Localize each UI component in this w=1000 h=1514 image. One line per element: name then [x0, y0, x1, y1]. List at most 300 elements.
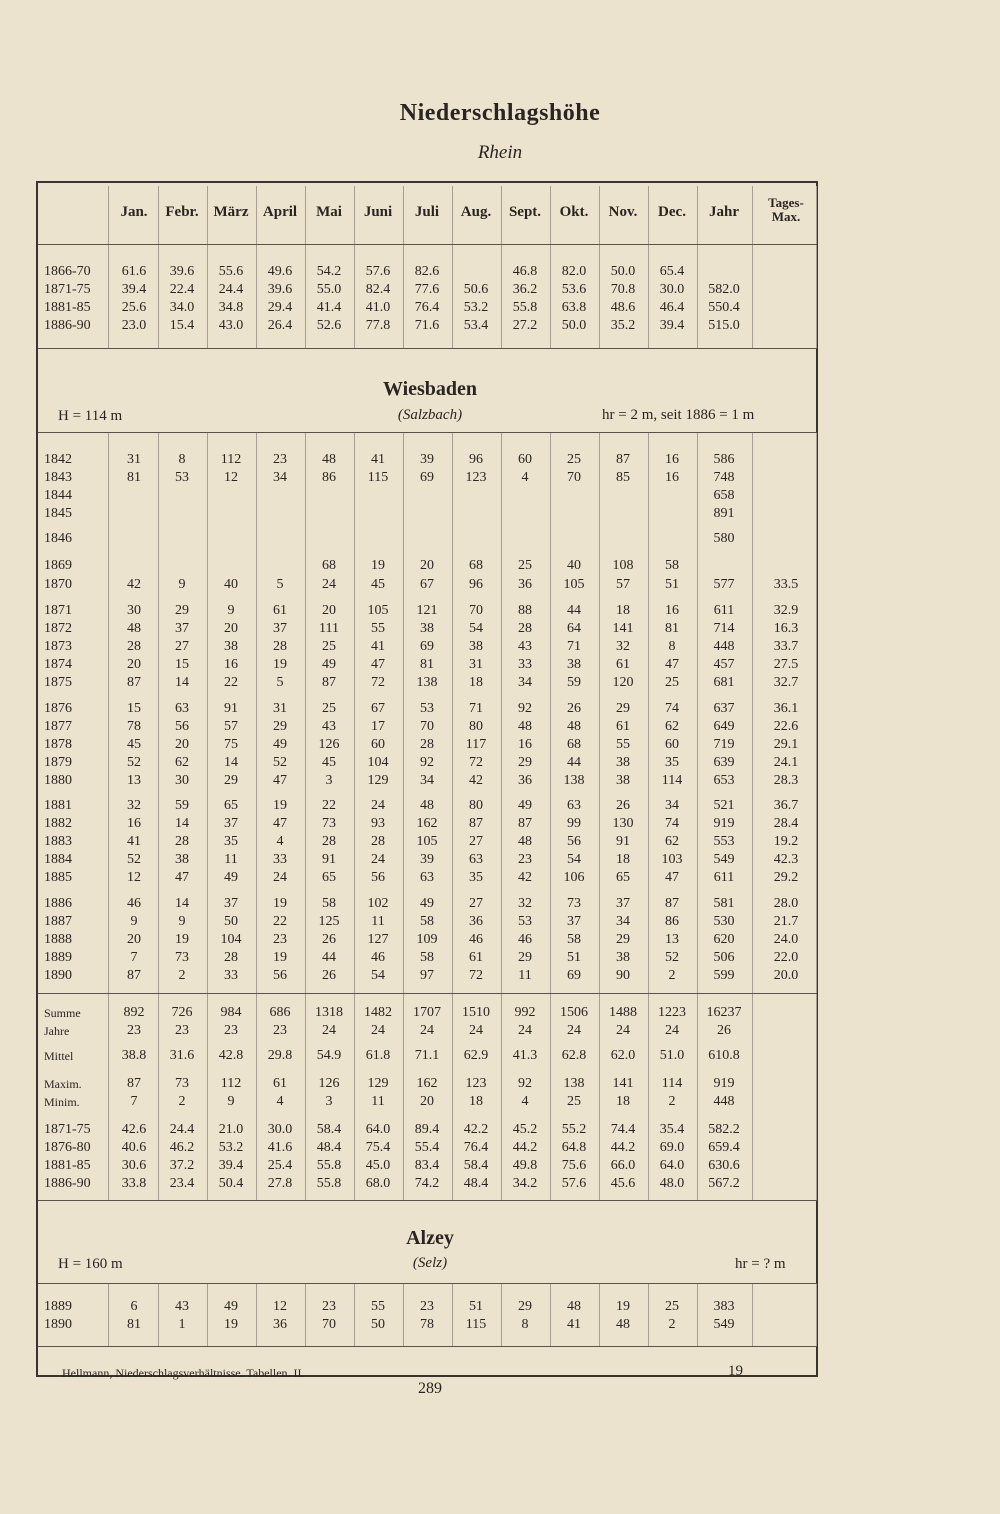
- table-cell: 70: [469, 603, 483, 618]
- table-cell: 49: [518, 798, 532, 813]
- table-cell: 457: [713, 657, 735, 672]
- table-cell: 48.0: [659, 1176, 685, 1191]
- table-cell: 25: [322, 701, 336, 716]
- table-cell: 46: [469, 932, 483, 947]
- table-cell: 48: [420, 798, 434, 813]
- table-cell: 108: [612, 558, 634, 573]
- table-cell: 61.8: [365, 1048, 391, 1063]
- table-cell: 75.6: [561, 1158, 587, 1173]
- table-cell: 22: [224, 675, 238, 690]
- table-cell: 74: [665, 701, 679, 716]
- table-cell: 1: [178, 1317, 186, 1332]
- table-cell: 14: [175, 816, 189, 831]
- table-cell: 126: [318, 737, 340, 752]
- table-cell: 18: [616, 603, 630, 618]
- table-cell: 129: [367, 773, 389, 788]
- row-label: 1881: [44, 798, 72, 813]
- table-cell: 87: [127, 1076, 141, 1091]
- table-cell: 56: [371, 870, 385, 885]
- table-cell: 42: [127, 577, 141, 592]
- footer-citation: Hellmann, Niederschlagsverhältnisse. Tabellen. II.: [62, 1366, 305, 1380]
- table-cell: 51: [469, 1299, 483, 1314]
- row-label: 1844: [44, 488, 72, 503]
- table-cell: 38: [567, 657, 581, 672]
- table-cell: 42.6: [121, 1122, 147, 1137]
- table-cell: 45.2: [512, 1122, 538, 1137]
- table-cell: 141: [612, 621, 634, 636]
- table-cell: 82.4: [365, 282, 391, 297]
- table-cell: 50.0: [561, 318, 587, 333]
- table-cell: 19: [224, 1317, 238, 1332]
- table-cell: 919: [713, 816, 735, 831]
- table-cell: 23.4: [169, 1176, 195, 1191]
- table-cell: 126: [318, 1076, 340, 1091]
- table-cell: 86: [322, 470, 336, 485]
- table-cell: 90: [616, 968, 630, 983]
- table-cell: 26: [567, 701, 581, 716]
- table-cell: 681: [713, 675, 735, 690]
- row-label: 1875: [44, 675, 72, 690]
- table-cell: 32: [518, 896, 532, 911]
- table-cell: 21.7: [773, 914, 799, 929]
- table-cell: 37: [616, 896, 630, 911]
- table-cell: 992: [514, 1005, 536, 1020]
- table-cell: 23: [273, 452, 287, 467]
- table-cell: 42.2: [463, 1122, 489, 1137]
- row-label: 1885: [44, 870, 72, 885]
- table-cell: 599: [713, 968, 735, 983]
- table-cell: 8: [178, 452, 186, 467]
- table-cell: 87: [518, 816, 532, 831]
- table-cell: 582.2: [708, 1122, 740, 1137]
- table-cell: 20: [127, 932, 141, 947]
- table-cell: 686: [269, 1005, 291, 1020]
- table-cell: 1318: [315, 1005, 343, 1020]
- table-cell: 15: [127, 701, 141, 716]
- table-cell: 26: [616, 798, 630, 813]
- table-cell: 34.2: [512, 1176, 538, 1191]
- station-name-alzey: Alzey: [406, 1227, 454, 1249]
- row-label: Maxim.: [44, 1077, 82, 1091]
- column-header: Mai: [316, 204, 342, 220]
- table-cell: 52: [127, 755, 141, 770]
- table-cell: 71.1: [414, 1048, 440, 1063]
- table-cell: 28: [371, 834, 385, 849]
- table-cell: 45.6: [610, 1176, 636, 1191]
- table-cell: 649: [713, 719, 735, 734]
- table-cell: 65: [224, 798, 238, 813]
- table-cell: 19: [371, 558, 385, 573]
- table-cell: 55.2: [561, 1122, 587, 1137]
- table-cell: 47: [371, 657, 385, 672]
- row-label: 1889: [44, 1299, 72, 1314]
- table-cell: 53.6: [561, 282, 587, 297]
- table-cell: 637: [713, 701, 735, 716]
- table-cell: 49: [273, 737, 287, 752]
- table-cell: 37: [273, 621, 287, 636]
- table-cell: 27: [469, 834, 483, 849]
- table-cell: 38: [175, 852, 189, 867]
- rule-line: [38, 1200, 817, 1201]
- river-wiesbaden: (Salzbach): [397, 407, 463, 423]
- table-cell: 48: [616, 1317, 630, 1332]
- row-label: 1872: [44, 621, 72, 636]
- row-label: 1887: [44, 914, 72, 929]
- table-cell: 92: [420, 755, 434, 770]
- table-cell: 125: [318, 914, 340, 929]
- table-cell: 67: [371, 701, 385, 716]
- table-cell: 46.4: [659, 300, 685, 315]
- table-cell: 50.4: [218, 1176, 244, 1191]
- table-cell: 24: [616, 1023, 630, 1038]
- table-cell: 41: [371, 639, 385, 654]
- row-label: 1871-75: [44, 1122, 91, 1137]
- table-cell: 28: [127, 639, 141, 654]
- table-cell: 103: [661, 852, 683, 867]
- table-cell: 57.6: [561, 1176, 587, 1191]
- table-cell: 72: [371, 675, 385, 690]
- table-cell: 23.0: [121, 318, 147, 333]
- page-number: 289: [418, 1380, 442, 1397]
- table-cell: 28.4: [773, 816, 799, 831]
- table-cell: 586: [713, 452, 735, 467]
- table-cell: 76.4: [463, 1140, 489, 1155]
- table-cell: 56: [175, 719, 189, 734]
- table-cell: 12: [224, 470, 238, 485]
- row-label: 1886: [44, 896, 72, 911]
- table-cell: 38: [469, 639, 483, 654]
- table-cell: 162: [416, 816, 438, 831]
- table-cell: 42: [469, 773, 483, 788]
- table-cell: 62.9: [463, 1048, 489, 1063]
- table-cell: 41: [567, 1317, 581, 1332]
- row-label: 1888: [44, 932, 72, 947]
- table-cell: 52: [273, 755, 287, 770]
- table-cell: 33.7: [773, 639, 799, 654]
- table-cell: 32.9: [773, 603, 799, 618]
- table-cell: 52.6: [316, 318, 342, 333]
- table-cell: 56: [567, 834, 581, 849]
- table-cell: 33: [518, 657, 532, 672]
- table-cell: 44.2: [610, 1140, 636, 1155]
- table-cell: 29: [175, 603, 189, 618]
- row-label: 1871: [44, 603, 72, 618]
- table-cell: 611: [713, 603, 735, 618]
- table-cell: 44: [567, 603, 581, 618]
- table-cell: 18: [469, 1094, 483, 1109]
- table-cell: 36: [469, 914, 483, 929]
- row-label: 1889: [44, 950, 72, 965]
- table-cell: 34: [273, 470, 287, 485]
- table-cell: 39: [420, 452, 434, 467]
- table-cell: 29: [616, 932, 630, 947]
- table-cell: 54.9: [316, 1048, 342, 1063]
- table-cell: 15: [175, 657, 189, 672]
- table-cell: 714: [713, 621, 735, 636]
- table-cell: 53: [420, 701, 434, 716]
- table-cell: 87: [127, 675, 141, 690]
- table-cell: 41.4: [316, 300, 342, 315]
- table-cell: 57: [224, 719, 238, 734]
- table-cell: 25: [322, 639, 336, 654]
- table-cell: 23: [224, 1023, 238, 1038]
- table-cell: 25: [567, 452, 581, 467]
- table-cell: 55.6: [218, 264, 244, 279]
- rule-line: [38, 432, 817, 433]
- table-cell: 63.8: [561, 300, 587, 315]
- table-cell: 43: [175, 1299, 189, 1314]
- table-cell: 20: [175, 737, 189, 752]
- table-cell: 550.4: [708, 300, 740, 315]
- table-cell: 91: [224, 701, 238, 716]
- table-cell: 78: [127, 719, 141, 734]
- rule-line: [38, 1346, 817, 1347]
- table-cell: 43: [322, 719, 336, 734]
- row-label: 1883: [44, 834, 72, 849]
- table-cell: 65: [322, 870, 336, 885]
- table-cell: 2: [178, 968, 186, 983]
- row-label: 1871-75: [44, 282, 91, 297]
- row-label: 1876-80: [44, 1140, 91, 1155]
- table-cell: 16: [224, 657, 238, 672]
- table-cell: 130: [612, 816, 634, 831]
- table-cell: 77.6: [414, 282, 440, 297]
- table-cell: 55: [371, 621, 385, 636]
- table-cell: 105: [367, 603, 389, 618]
- table-cell: 24.4: [169, 1122, 195, 1137]
- page-title: Niederschlagshöhe: [399, 100, 601, 126]
- table-cell: 71: [469, 701, 483, 716]
- table-cell: 11: [371, 1094, 385, 1109]
- table-cell: 36: [273, 1317, 287, 1332]
- table-cell: 14: [175, 675, 189, 690]
- row-label: 1845: [44, 506, 72, 521]
- table-cell: 123: [465, 470, 487, 485]
- table-cell: 33: [273, 852, 287, 867]
- table-cell: 26: [322, 968, 336, 983]
- table-cell: 86: [665, 914, 679, 929]
- rule-line: [38, 348, 817, 349]
- table-cell: 22.4: [169, 282, 195, 297]
- column-header: Juli: [414, 204, 440, 220]
- table-cell: 9: [227, 1094, 235, 1109]
- table-cell: 47: [273, 816, 287, 831]
- table-cell: 25.4: [267, 1158, 293, 1173]
- table-cell: 36.1: [773, 701, 799, 716]
- table-cell: 653: [713, 773, 735, 788]
- table-cell: 105: [416, 834, 438, 849]
- rule-line: [38, 244, 817, 245]
- table-cell: 46: [127, 896, 141, 911]
- height-wiesbaden: H = 114 m: [58, 408, 123, 424]
- table-cell: 25.6: [121, 300, 147, 315]
- gauge-wiesbaden: hr = 2 m, seit 1886 = 1 m: [602, 407, 755, 423]
- table-cell: 31: [273, 701, 287, 716]
- table-cell: 47: [665, 657, 679, 672]
- table-cell: 919: [713, 1076, 735, 1091]
- table-cell: 20: [322, 603, 336, 618]
- table-cell: 88: [518, 603, 532, 618]
- column-header: April: [262, 204, 298, 220]
- table-cell: 1510: [462, 1005, 490, 1020]
- table-cell: 11: [224, 852, 238, 867]
- table-cell: 99: [567, 816, 581, 831]
- table-cell: 50: [371, 1317, 385, 1332]
- column-rule: [752, 994, 753, 1200]
- row-label: Jahre: [44, 1024, 70, 1038]
- column-rule: [816, 245, 817, 348]
- table-cell: 81: [665, 621, 679, 636]
- table-cell: 68: [567, 737, 581, 752]
- table-cell: 27: [469, 896, 483, 911]
- table-cell: 35.2: [610, 318, 636, 333]
- table-cell: 16237: [706, 1005, 742, 1020]
- table-cell: 87: [665, 896, 679, 911]
- table-cell: 25: [518, 558, 532, 573]
- table-cell: 42.3: [773, 852, 799, 867]
- table-cell: 24: [567, 1023, 581, 1038]
- table-cell: 892: [123, 1005, 145, 1020]
- table-cell: 1506: [560, 1005, 588, 1020]
- table-cell: 611: [713, 870, 735, 885]
- table-cell: 9: [178, 577, 186, 592]
- column-rule: [108, 433, 109, 993]
- table-cell: 577: [713, 577, 735, 592]
- table-cell: 24: [273, 870, 287, 885]
- table-cell: 38: [224, 639, 238, 654]
- table-cell: 15.4: [169, 318, 195, 333]
- table-cell: 114: [661, 773, 683, 788]
- table-cell: 41.6: [267, 1140, 293, 1155]
- table-cell: 138: [563, 1076, 585, 1091]
- table-cell: 49.8: [512, 1158, 538, 1173]
- table-cell: 63: [567, 798, 581, 813]
- table-cell: 53: [518, 914, 532, 929]
- table-cell: 22.0: [773, 950, 799, 965]
- table-cell: 109: [416, 932, 438, 947]
- table-cell: 49.6: [267, 264, 293, 279]
- table-cell: 6: [130, 1299, 138, 1314]
- table-cell: 48: [518, 834, 532, 849]
- table-cell: 28: [175, 834, 189, 849]
- table-cell: 3: [325, 773, 333, 788]
- table-cell: 39: [420, 852, 434, 867]
- table-cell: 40: [567, 558, 581, 573]
- row-label: 1876: [44, 701, 72, 716]
- table-cell: 33: [224, 968, 238, 983]
- table-cell: 102: [367, 896, 389, 911]
- river-alzey: (Selz): [412, 1255, 448, 1271]
- table-cell: 5: [276, 577, 284, 592]
- table-cell: 2: [668, 1317, 676, 1332]
- column-rule: [108, 994, 109, 1200]
- table-cell: 34: [665, 798, 679, 813]
- table-cell: 41.3: [512, 1048, 538, 1063]
- table-cell: 38: [420, 621, 434, 636]
- table-cell: 29: [273, 719, 287, 734]
- table-cell: 28: [518, 621, 532, 636]
- column-header: Febr.: [165, 204, 199, 220]
- table-cell: 58: [665, 558, 679, 573]
- table-cell: 28: [273, 639, 287, 654]
- table-cell: 87: [616, 452, 630, 467]
- table-cell: 9: [227, 603, 235, 618]
- table-cell: 70: [567, 470, 581, 485]
- table-cell: 29: [518, 1299, 532, 1314]
- table-cell: 48: [518, 719, 532, 734]
- row-label: 1866-70: [44, 264, 91, 279]
- table-cell: 52: [665, 950, 679, 965]
- table-cell: 24: [469, 1023, 483, 1038]
- table-cell: 61: [469, 950, 483, 965]
- table-cell: 45.0: [365, 1158, 391, 1173]
- table-cell: 29.2: [773, 870, 799, 885]
- table-cell: 73: [175, 1076, 189, 1091]
- table-cell: 28.3: [773, 773, 799, 788]
- table-cell: 82.0: [561, 264, 587, 279]
- table-cell: 72: [469, 968, 483, 983]
- table-cell: 49: [322, 657, 336, 672]
- table-cell: 70: [322, 1317, 336, 1332]
- table-cell: 35: [224, 834, 238, 849]
- column-rule: [697, 245, 698, 348]
- table-cell: 35: [665, 755, 679, 770]
- table-cell: 73: [567, 896, 581, 911]
- table-cell: 55: [616, 737, 630, 752]
- table-cell: 63: [469, 852, 483, 867]
- table-cell: 24: [665, 1023, 679, 1038]
- height-alzey: H = 160 m: [58, 1256, 123, 1272]
- table-cell: 59: [567, 675, 581, 690]
- table-cell: 114: [661, 1076, 683, 1091]
- table-cell: 96: [469, 577, 483, 592]
- table-cell: 29.1: [773, 737, 799, 752]
- table-cell: 16: [518, 737, 532, 752]
- table-cell: 19: [175, 932, 189, 947]
- table-cell: 75.4: [365, 1140, 391, 1155]
- table-cell: 55: [371, 1299, 385, 1314]
- table-cell: 48.4: [316, 1140, 342, 1155]
- rule-line: [38, 1283, 817, 1284]
- table-cell: 8: [668, 639, 676, 654]
- table-cell: 11: [518, 968, 532, 983]
- table-cell: 73: [175, 950, 189, 965]
- table-cell: 24: [518, 1023, 532, 1038]
- table-cell: 30.0: [659, 282, 685, 297]
- table-cell: 65: [616, 870, 630, 885]
- row-label: 1884: [44, 852, 72, 867]
- table-cell: 28: [322, 834, 336, 849]
- column-rule: [816, 433, 817, 993]
- table-cell: 1482: [364, 1005, 392, 1020]
- column-header: Jan.: [120, 204, 148, 220]
- table-cell: 19.2: [773, 834, 799, 849]
- column-rule: [752, 433, 753, 993]
- table-cell: 46.8: [512, 264, 538, 279]
- table-cell: 37: [567, 914, 581, 929]
- table-cell: 27.2: [512, 318, 538, 333]
- table-cell: 18: [616, 852, 630, 867]
- table-cell: 39.4: [218, 1158, 244, 1173]
- table-cell: 42.8: [218, 1048, 244, 1063]
- column-header: März: [213, 204, 249, 220]
- table-cell: 47: [665, 870, 679, 885]
- table-cell: 56: [273, 968, 287, 983]
- table-cell: 53: [175, 470, 189, 485]
- table-cell: 42: [518, 870, 532, 885]
- table-cell: 567.2: [708, 1176, 740, 1191]
- table-cell: 24.1: [773, 755, 799, 770]
